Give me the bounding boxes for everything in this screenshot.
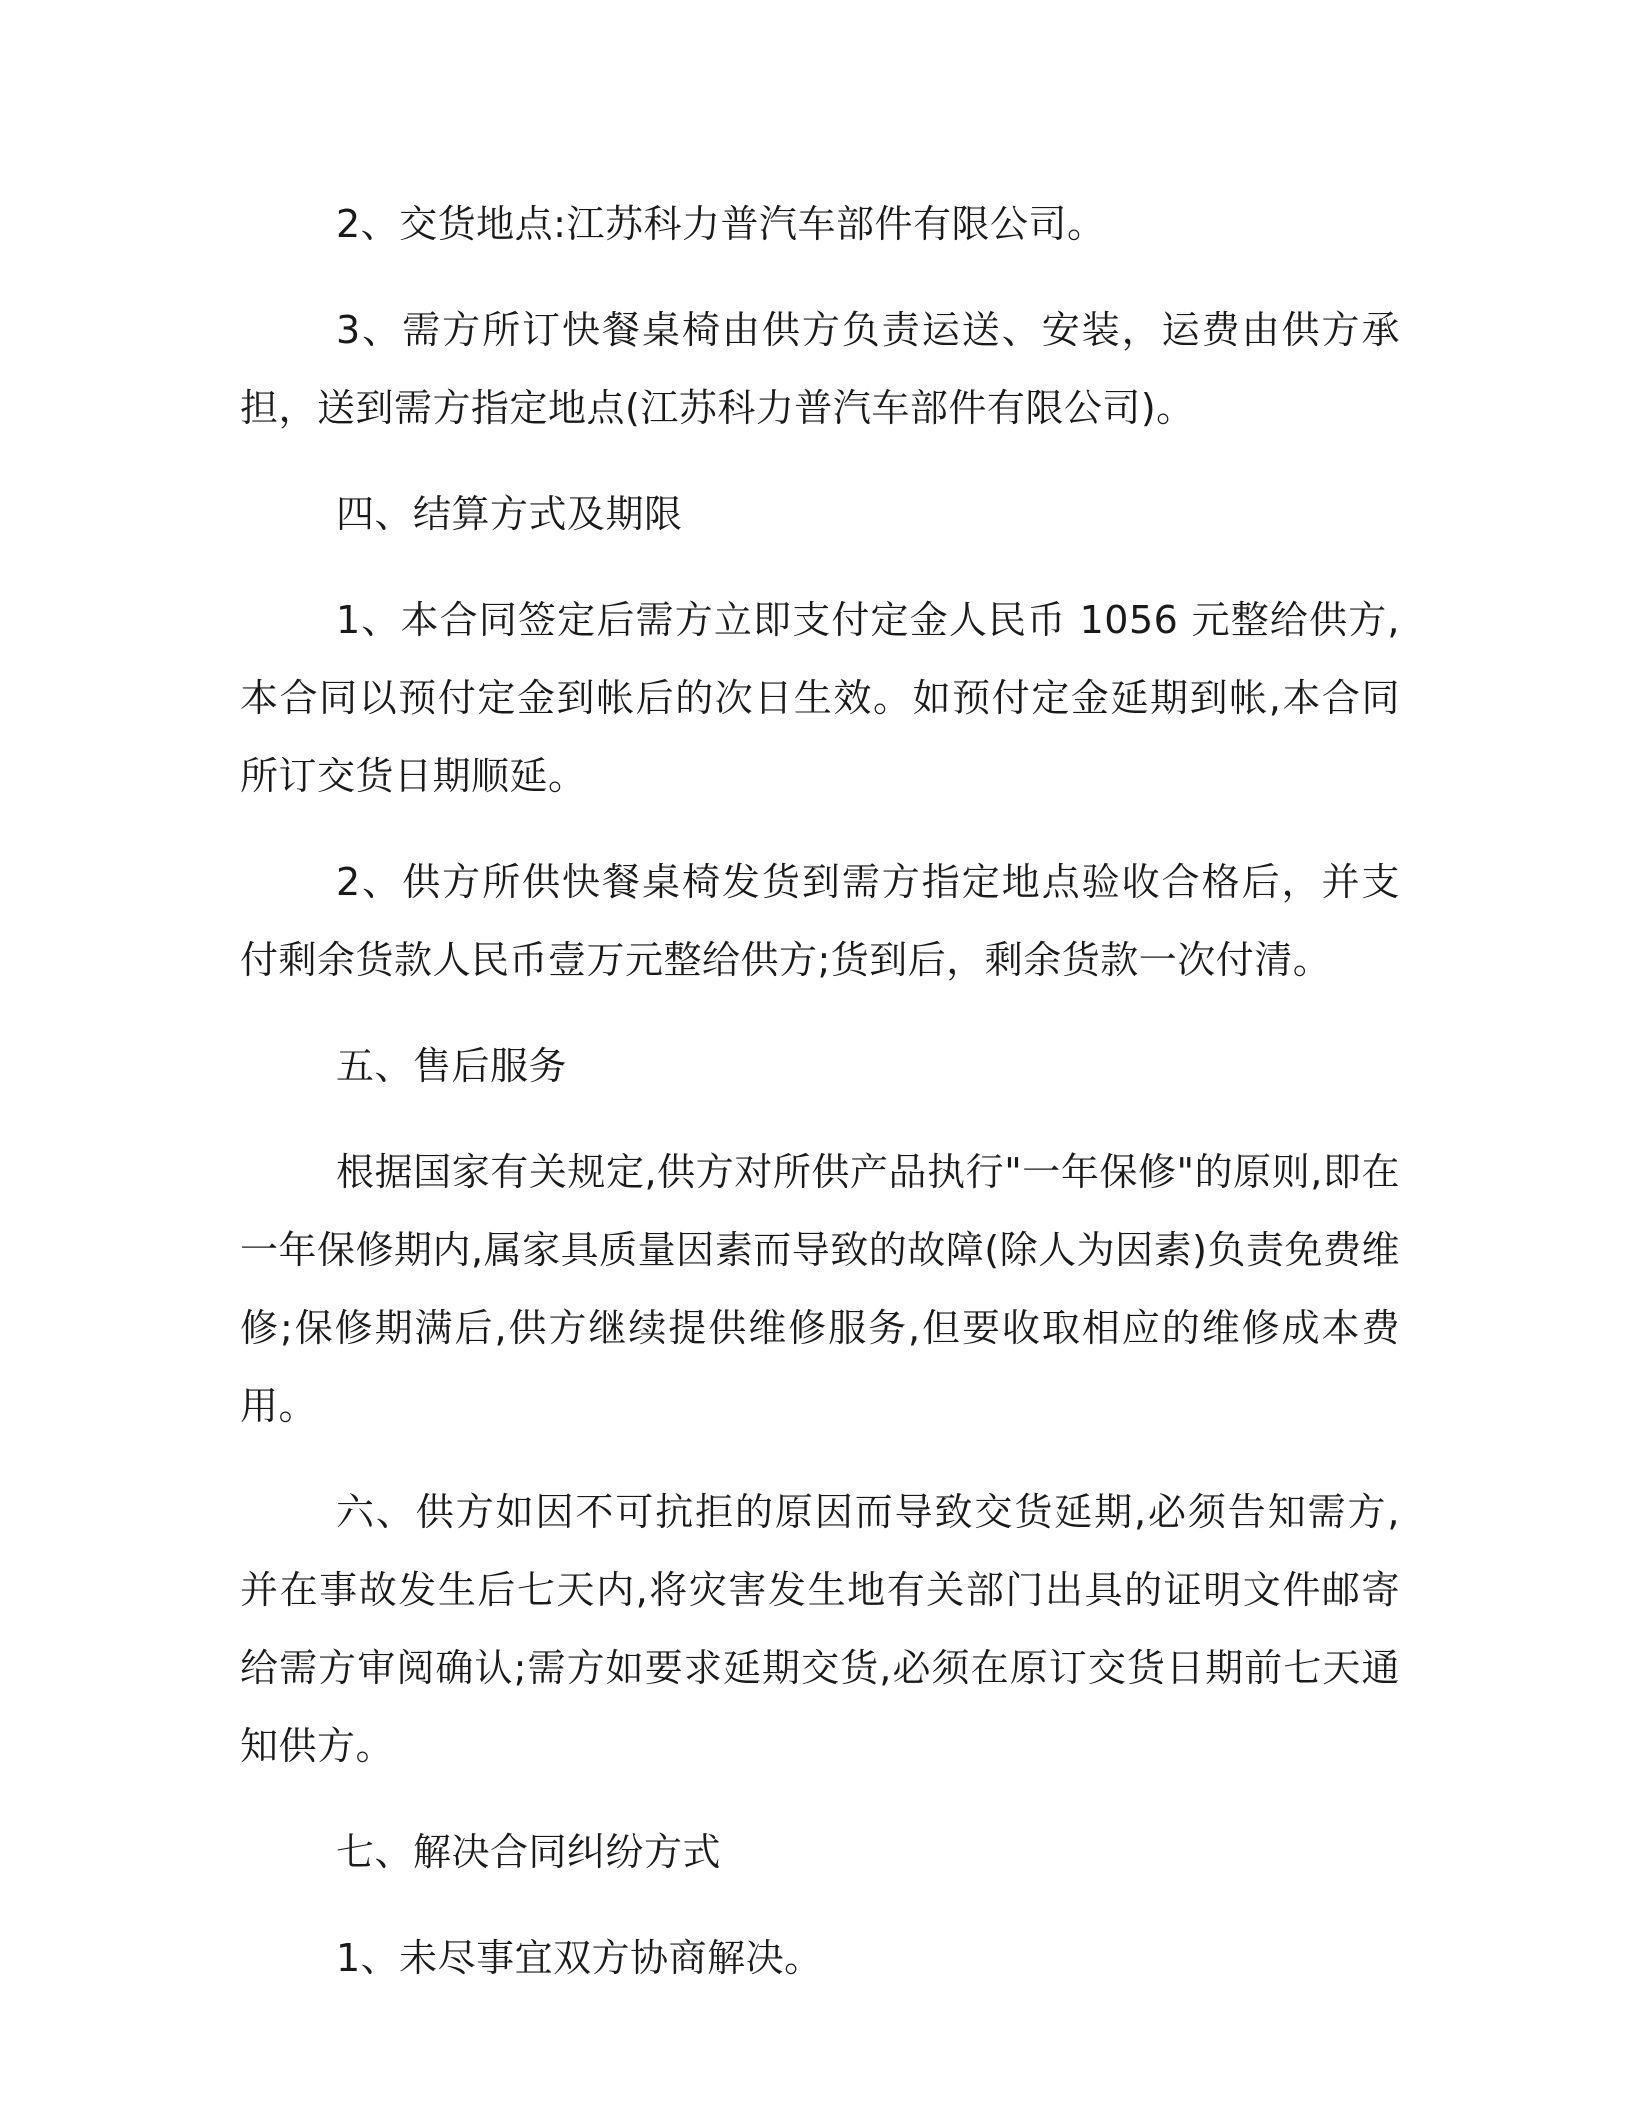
section-heading-dispute: 七、解决合同纠纷方式	[336, 1830, 722, 1874]
paragraph-force-majeure: 六、供方如因不可抗拒的原因而导致交货延期,必须告知需方,并在事故发生后七天内,将灾害发生地有关部门出具的证明文件邮寄给需方审阅确认;需方如要求延期交货,必须在原订交货日期前七天通知供方。	[240, 1490, 1400, 1768]
paragraph-negotiation: 1、未尽事宜双方协商解决。	[336, 1936, 823, 1980]
paragraph-warranty: 根据国家有关规定,供方对所供产品执行"一年保修"的原则,即在一年保修期内,属家具质量因素而导致的故障(除人为因素)负责免费维修;保修期满后,供方继续提供维修服务,但要收取相应的维修成本费用。	[240, 1150, 1400, 1428]
paragraph-delivery-location: 2、交货地点:江苏科力普汽车部件有限公司。	[336, 202, 1106, 246]
paragraph-delivery-transport: 3、需方所订快餐桌椅由供方负责运送、安装，运费由供方承担，送到需方指定地点(江苏科力普汽车部件有限公司)。	[240, 308, 1400, 430]
paragraph-remaining-payment: 2、供方所供快餐桌椅发货到需方指定地点验收合格后，并支付剩余货款人民币壹万元整给供方;货到后，剩余货款一次付清。	[240, 860, 1400, 982]
document-body	[240, 185, 1400, 2025]
paragraph-deposit: 1、本合同签定后需方立即支付定金人民币 1056 元整给供方,本合同以预付定金到帐后的次日生效。如预付定金延期到帐,本合同所订交货日期顺延。	[240, 598, 1400, 798]
section-heading-settlement: 四、结算方式及期限	[336, 492, 683, 536]
section-heading-after-sales: 五、售后服务	[336, 1044, 568, 1088]
